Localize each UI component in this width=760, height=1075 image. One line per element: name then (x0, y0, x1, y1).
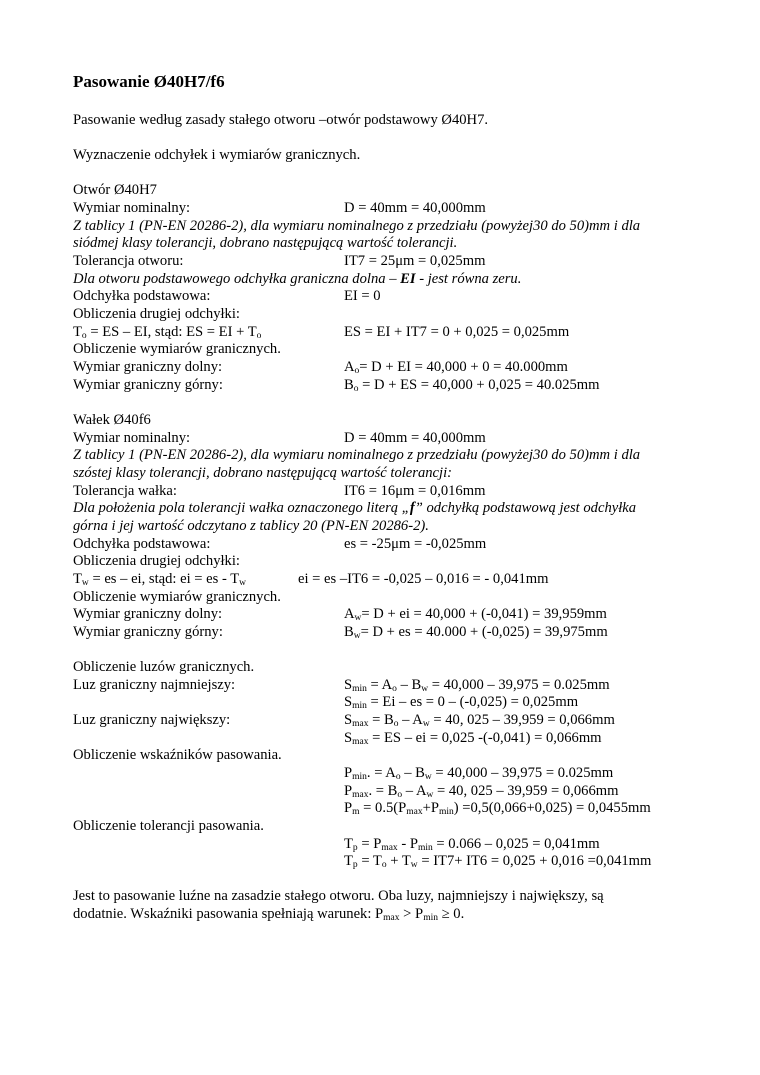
hole-nominal-value: D = 40mm = 40,000mm (344, 200, 486, 216)
shaft-table-note-cont: szóstej klasy tolerancji, dobrano następującą wartość tolerancji: (73, 465, 452, 481)
shaft-basic-label: Odchyłka podstawowa: (73, 536, 211, 552)
hole-limits-calc: Obliczenie wymiarów granicznych. (73, 341, 281, 357)
hole-basic-label: Odchyłka podstawowa: (73, 288, 211, 304)
conclusion-text-cont: dodatnie. Wskaźniki pasowania spełniają warunek: $P_{max} > P_{min} \ge 0$. (73, 906, 465, 923)
hole-upper-value: $B_o = D$ + ES = 40,000 + 0,025 = 40.025mm (344, 377, 600, 394)
shaft-position-note-cont: górna i jej wartość odczytano z tablicy 20 (PN-EN 20286-2). (73, 518, 429, 534)
hole-second-value: ES = EI + IT7 = 0 + 0,025 = 0,025mm (344, 324, 570, 340)
clearance-heading: Obliczenie luzów granicznych. (73, 659, 255, 675)
shaft-position-note: Dla położenia pola tolerancji wałka oznaczonego literą „f” odchyłką podstawową jest odchyłka (73, 500, 637, 516)
shaft-nominal-value: D = 40mm = 40,000mm (344, 430, 486, 446)
index-pmax-value: $P_{max}$. = $B_o - A_w = 40$, 025 – 39,959 = 0,066mm (344, 783, 619, 800)
index-pmin-value: $P_{min}$. = $A_o - B_w = 40,000 - 39,975 = 0.025mm$ (344, 765, 614, 782)
hole-basic-value: EI = 0 (344, 288, 381, 304)
shaft-nominal-label: Wymiar nominalny: (73, 430, 191, 446)
hole-tolerance-value: IT7 = 25μm = 0,025mm (344, 253, 486, 269)
shaft-tolerance-value: IT6 = 16μm = 0,016mm (344, 483, 486, 499)
fit-tolerance-value-2: $T_p = T_o + T_w = IT7+ IT6 = 0,025 + 0,016 =0,041mm$ (344, 853, 652, 870)
shaft-table-note: Z tablicy 1 (PN-EN 20286-2), dla wymiaru nominalnego z przedziału (powyżej30 do 50)mm i dla (73, 447, 641, 463)
hole-tolerance-label: Tolerancja otworu: (73, 253, 184, 269)
shaft-upper-value: $B_w= D$ + es = 40.000 + (-0,025) = 39,975mm (344, 624, 608, 641)
shaft-lower-label: Wymiar graniczny dolny: (73, 606, 223, 622)
hole-upper-label: Wymiar graniczny górny: (73, 377, 223, 393)
intro-text: Pasowanie według zasady stałego otworu –otwór podstawowy Ø40H7. (73, 112, 489, 128)
hole-second-label: Obliczenia drugiej odchyłki: (73, 306, 240, 322)
hole-zero-note: Dla otworu podstawowego odchyłka graniczna dolna – EI - jest równa zeru. (73, 271, 522, 287)
hole-table-note: Z tablicy 1 (PN-EN 20286-2), dla wymiaru nominalnego z przedziału (powyżej30 do 50)mm i dla (73, 218, 641, 234)
shaft-second-value: ei = es –IT6 = -0,025 – 0,016 = - 0,041mm (298, 571, 549, 587)
hole-lower-label: Wymiar graniczny dolny: (73, 359, 223, 375)
shaft-limits-calc: Obliczenie wymiarów granicznych. (73, 589, 281, 605)
shaft-formula: $T_w$ = es – ei, stąd: ei = es - $T_w$ (73, 571, 247, 588)
hole-heading: Otwór Ø40H7 (73, 182, 157, 198)
indices-heading: Obliczenie wskaźników pasowania. (73, 747, 282, 763)
shaft-lower-value: $A_w= D$ + ei = 40,000 + (-0,041) = 39,959mm (344, 606, 607, 623)
clearance-min-value: $S_{min} = A_o - B_w = 40,000 - 39,975 = 0.025mm$ (344, 677, 610, 694)
clearance-max-label: Luz graniczny największy: (73, 712, 231, 728)
clearance-max-alt-value: $S_{max}$ = ES – ei = 0,025 -(-0,041) = 0,066mm (344, 730, 602, 747)
shaft-heading: Wałek Ø40f6 (73, 412, 151, 428)
shaft-second-label: Obliczenia drugiej odchyłki: (73, 553, 240, 569)
hole-formula: $T_o$ = ES – EI, stąd: ES = EI + $T_o$ (73, 324, 262, 341)
conclusion-text: Jest to pasowanie luźne na zasadzie stałego otworu. Oba luzy, najmniejszy i największy, są (73, 888, 604, 904)
clearance-min-label: Luz graniczny najmniejszy: (73, 677, 236, 693)
shaft-tolerance-label: Tolerancja wałka: (73, 483, 177, 499)
hole-table-note-cont: siódmej klasy tolerancji, dobrano następującą wartość tolerancji. (73, 235, 458, 251)
clearance-max-value: $S_{max} = B_o - A_w = 40$, 025 – 39,959 = 0,066mm (344, 712, 615, 729)
page-title: Pasowanie Ø40H7/f6 (73, 72, 225, 91)
fit-tolerance-heading: Obliczenie tolerancji pasowania. (73, 818, 264, 834)
shaft-upper-label: Wymiar graniczny górny: (73, 624, 223, 640)
hole-lower-value: $A_o= D$ + EI = 40,000 + 0 = 40.000mm (344, 359, 568, 376)
section-heading: Wyznaczenie odchyłek i wymiarów granicznych. (73, 147, 361, 163)
index-pm-value: $P_m = 0.5(P_{max}+P_{min}) =0,5(0,066+0,025) = 0,0455mm$ (344, 800, 651, 817)
hole-nominal-label: Wymiar nominalny: (73, 200, 191, 216)
fit-tolerance-value-1: $T_p = P_{max} - P_{min} = 0.066 - 0,025 = 0,041mm$ (344, 836, 600, 853)
clearance-min-alt-value: $S_{min} = Ei$ – es = 0 – (-0,025) = 0,025mm (344, 694, 579, 711)
shaft-basic-value: es = -25μm = -0,025mm (344, 536, 487, 552)
